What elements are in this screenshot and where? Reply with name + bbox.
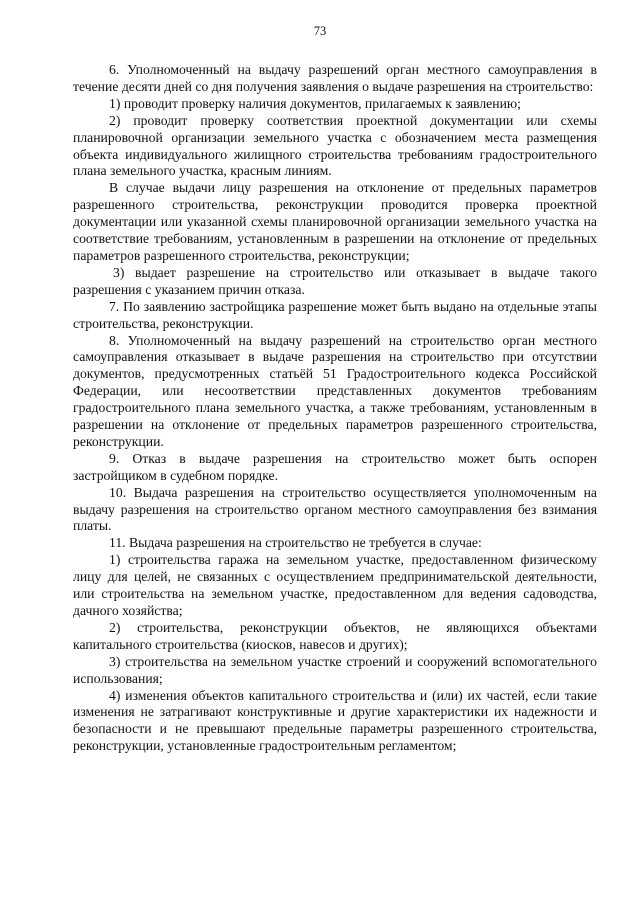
paragraph-11-item-1: 1) строительства гаража на земельном участке, предоставленном физическому лицу для целей, не связанных с осуществлением предпринимательской деятельности, или строительства на земельном участке, предоставленном для ведения садоводства, дачного хозяйства; xyxy=(73,552,597,618)
paragraph-6-item-2-note: В случае выдачи лицу разрешения на отклонение от предельных параметров разрешенного строительства, реконструкции проводится проверка проектной документации или указанной схемы планировочной организации земельного участка на соответствие требованиям, установленным в разрешении на отклонение от предельных параметров разрешенного строительства, реконструкции; xyxy=(73,180,597,263)
paragraph-11-item-4: 4) изменения объектов капитального строительства и (или) их частей, если такие изменения не затрагивают конструктивные и другие характеристики их надежности и безопасности и не превышают предельные параметры разрешенного строительства, реконструкции, установленные градостроительным регламентом; xyxy=(73,687,597,754)
paragraph-11: 11. Выдача разрешения на строительство не требуется в случае: xyxy=(109,535,482,551)
paragraph-10: 10. Выдача разрешения на строительство осуществляется уполномоченным на выдачу разрешения на строительство органом местного самоуправления без взимания платы. xyxy=(73,484,597,534)
paragraph-6-item-2: 2) проводит проверку соответствия проектной документации или схемы планировочной организации земельного участка с обозначением места размещения объекта индивидуального жилищного строительства требованиям градостроительного плана земельного участка, красным линиям. xyxy=(73,112,597,179)
paragraph-6: 6. Уполномоченный на выдачу разрешений орган местного самоуправления в течение десяти дней со дня получения заявления о выдаче разрешения на строительство: xyxy=(73,62,597,94)
paragraph-7: 7. По заявлению застройщика разрешение может быть выдано на отдельные этапы строительства, реконструкции. xyxy=(73,298,597,331)
paragraph-11-item-2: 2) строительства, реконструкции объектов, не являющихся объектами капитального строительства (киосков, навесов и других); xyxy=(73,619,597,652)
paragraph-8: 8. Уполномоченный на выдачу разрешений на строительство орган местного самоуправления отказывает в выдаче разрешения на строительство при отсутствии документов, предусмотренных статьёй 51 Градостроительного кодекса Российской Федерации, или несоответствии представленных документов требованиям градостроительного плана земельного участка, а также требованиям, установленным в разрешении на отклонение от предельных параметров разрешенного строительства, реконструкции. xyxy=(73,332,597,449)
document-body xyxy=(73,62,597,755)
paragraph-6-item-3: 3) выдает разрешение на строительство или отказывает в выдаче такого разрешения с указанием причин отказа. xyxy=(73,264,597,297)
page-number: 73 xyxy=(313,24,327,38)
paragraph-9: 9. Отказ в выдаче разрешения на строительство может быть оспорен застройщиком в судебном порядке. xyxy=(73,450,597,483)
paragraph-11-item-3: 3) строительства на земельном участке строений и сооружений вспомогательного использования; xyxy=(73,653,597,686)
paragraph-6-item-1: 1) проводит проверку наличия документов, прилагаемых к заявлению; xyxy=(109,95,521,111)
